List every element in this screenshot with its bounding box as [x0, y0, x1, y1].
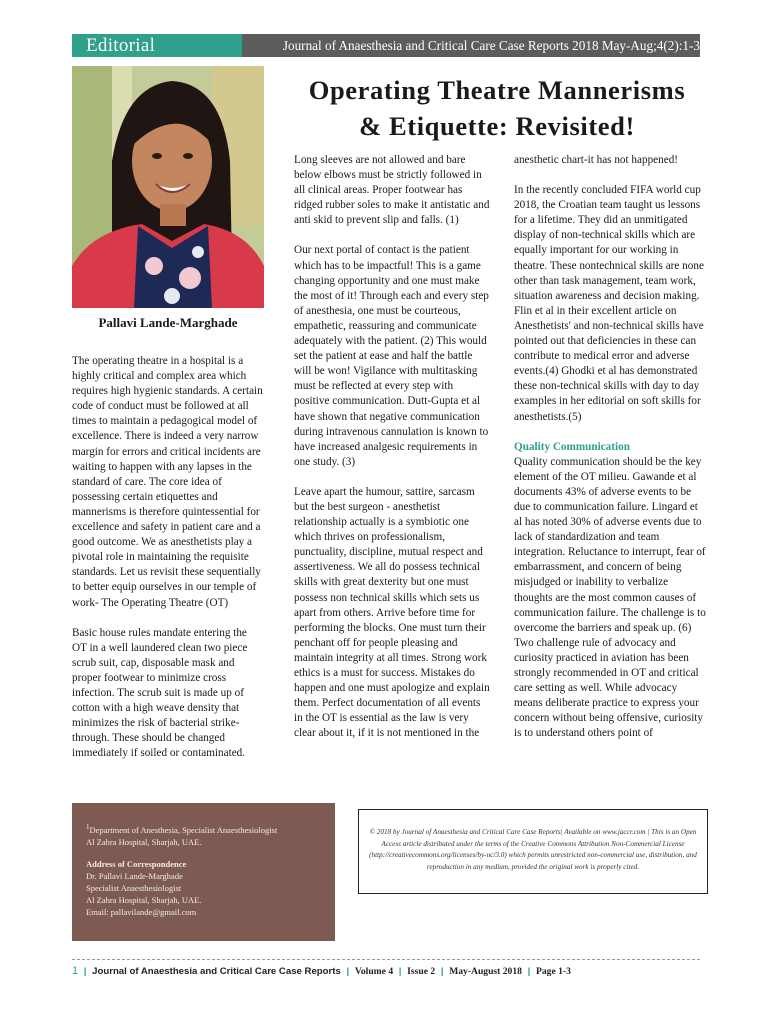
correspondence-email: Email: pallavilande@gmail.com	[86, 907, 197, 918]
page-footer	[72, 965, 571, 977]
footer-separator: |	[440, 966, 444, 977]
footer-dates: May-August 2018	[449, 966, 522, 977]
affiliation-dept-text: Department of Anesthesia, Specialist Anaesthesiologist	[89, 824, 278, 835]
affiliation-department	[86, 821, 325, 836]
journal-citation: Journal of Anaesthesia and Critical Care Case Reports 2018 May-Aug;4(2):1-3	[282, 38, 700, 53]
affiliation-box	[72, 803, 335, 941]
title-line-2: & Etiquette: Revisited!	[359, 111, 635, 141]
body-column-3	[514, 153, 706, 756]
body-column-2	[294, 153, 490, 756]
correspondence-name: Dr. Pallavi Lande-Marghade	[86, 871, 183, 882]
affiliation-hospital: Al Zahra Hospital, Sharjah, UAE.	[86, 836, 202, 847]
author-name: Pallavi Lande-Marghade	[98, 315, 238, 330]
page-number: 1	[72, 965, 79, 977]
footer-issue: Issue 2	[407, 966, 436, 977]
paragraph: Basic house rules mandate entering the OT in a well laundered clean two piece scrub suit, cap, disposable mask and proper footwear to minimize cross infection. The scrub suit is made up of cotton with a high weave density that minimizes the risk of bacterial strike-through. These should be changed immediately if soiled or contaminated.	[72, 626, 248, 760]
footer-volume: Volume 4	[354, 966, 394, 977]
footer-separator: |	[398, 966, 402, 977]
title-line-1: Operating Theatre Mannerisms	[308, 75, 686, 105]
footer-journal: Journal of Anaesthesia and Critical Care Case Reports	[92, 966, 341, 977]
affiliation-marker: 1	[86, 823, 90, 831]
author-portrait-image	[72, 66, 264, 308]
paragraph: Long sleeves are not allowed and bare below elbows must be strictly followed in all clinical areas. Proper footwear has ridged rubber soles to make it antistatic and anti skid to prevent slip and falls. (1)	[294, 154, 490, 227]
paragraph: anesthetic chart-it has not happened!	[514, 154, 679, 166]
paragraph: Our next portal of contact is the patient which has to be impactful! This is a game changing opportunity and one must make the most of it! Through each and every step of anesthesia, one must be courteous, empathetic, reassuring and communicate adequately with the patient. (2) This would set the patient at ease and half the battle will be won! Vigilance with multitasking must be reflected at every step with positive communication. Dutt-Gupta et al have shown that negative communication during intravenous cannulation is known to have increased analgesic requirements in one study. (3)	[294, 244, 489, 468]
footer-separator: |	[527, 966, 531, 977]
footer-pages: Page 1-3	[535, 966, 571, 977]
license-box	[358, 809, 708, 894]
footer-separator: |	[346, 966, 350, 977]
author-photo	[72, 66, 264, 308]
paragraph: The operating theatre in a hospital is a highly critical and complex area which requires high hygienic standards. A certain code of conduct must be followed at all times to maintain a pedagogical model of excellence. There is indeed a very narrow margin for errors and critical incidents are waiting to happen with any lapses in the standard of care. The core idea of possessing certain etiquettes and mannerisms is therefore quintessential for excellence and safety in patient care and a good outcome. We as anesthetists play a pivotal role in maintaining the requisite standards. Let us revisit these sequentially to better equip ourselves in our temple of work- The Operating Theatre (OT)	[72, 355, 263, 609]
paragraph: In the recently concluded FIFA world cup 2018, the Croatian team taught us lessons for a lifetime. They did an unmitigated display of non-technical skills which are equally important for our working in theatre. These nontechnical skills are none other than task management, team work, situation awareness and decision making. Flin et al in their excellent article on Anesthetists' and non-technical skills have pointed out that deficiencies in these can contribute to medical error and adverse events.(4) Ghodki et al has demonstrated these non-technical skills with day to day examples in her editorial on soft skills for anesthetists.(5)	[514, 184, 704, 423]
section-label: Editorial	[72, 34, 242, 57]
body-column-1	[72, 354, 264, 776]
article-title	[282, 72, 712, 144]
correspondence-heading: Address of Correspondence	[86, 859, 187, 870]
footer-separator: |	[83, 966, 87, 977]
correspondence-title: Specialist Anaesthesiologist	[86, 883, 182, 894]
paragraph: Leave apart the humour, sattire, sarcasm but the best surgeon - anesthetist relationship actually is a symbiotic one which thrives on professionalism, punctuality, discipline, mutual respect and assertiveness. We all do possess technical skills with great dexterity but one must possess non technical skills which sets us apart from others. Arrive before time for performing the blocks. One must turn their penchant off for people pleasing and maintain integrity at all times. Strong work ethics is a must for success. Mistakes do happen and one must apologize and explain them. Perfect documentation of all events in the OT is essential as the law is very clear about it, if it is not mentioned in the	[294, 485, 490, 740]
correspondence-hospital: Al Zahra Hospital, Sharjah, UAE.	[86, 895, 202, 906]
section-heading: Quality Communication	[514, 440, 630, 453]
footer-divider	[72, 959, 700, 960]
license-text: © 2018 by Journal of Anaesthesia and Critical Care Case Reports| Available on www.jaccr.com | This is an Open Access article distributed under the terms of the Creative Commons Attribution Non-Commercial License (http://creativecommons.org/licenses/by-nc/3.0) which permits unrestricted non-commercial use, distribution, and reproduction in any medium, provided the original work is properly cited.	[369, 828, 697, 871]
paragraph: Quality communication should be the key element of the OT milieu. Gawande et al documents 43% of adverse events to be due to communication failure. Lingard et al has noted 30% of adverse events due to lack of standardization and team integration. Reluctance to interrupt, fear of embarrassment, and concern of being misjudged or inability to verbalize thoughts are the most common causes of communication failure. The challenge is to overcome the barriers and speak up. (6) Two challenge rule of advocacy and curiosity practiced in aviation has been strongly recommended in OT and critical care setting as well. While advocacy means deliberate practice to express your concern without being offensive, curiosity is to understand others point of	[514, 455, 706, 740]
header-bar	[72, 34, 700, 57]
